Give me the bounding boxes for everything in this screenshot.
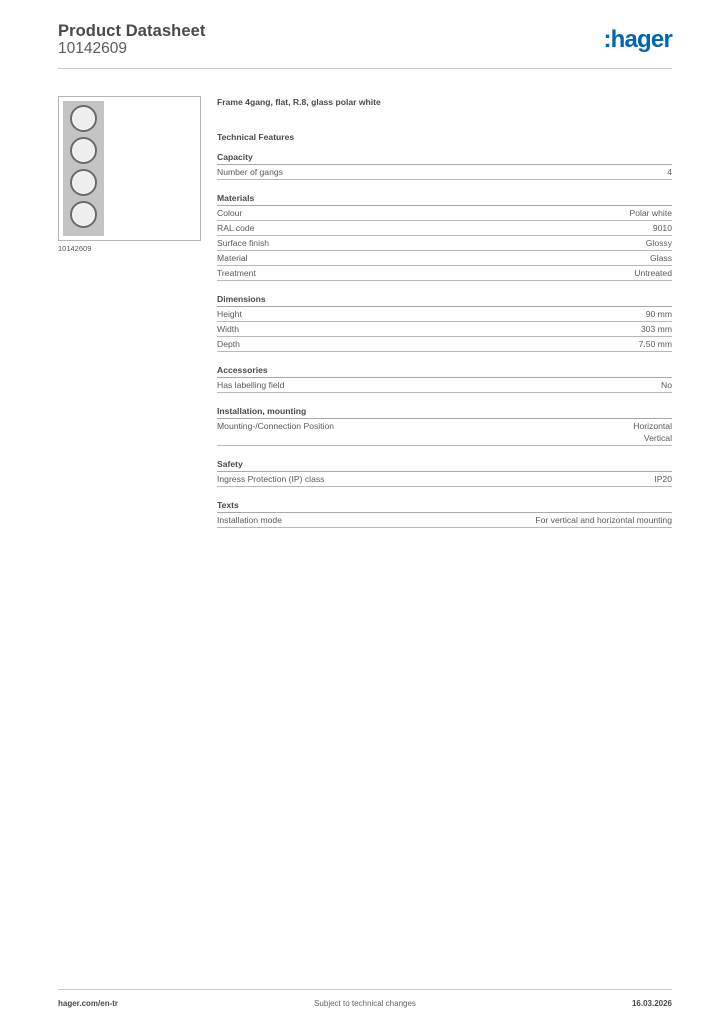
feature-label: Height [217, 309, 242, 319]
feature-value-line: Vertical [643, 433, 672, 443]
section-dimensions [217, 293, 672, 352]
feature-row [217, 266, 672, 281]
image-caption: 10142609 [58, 244, 92, 253]
frame-opening-1 [70, 105, 97, 132]
feature-row [217, 472, 672, 487]
feature-value [654, 473, 672, 485]
feature-row [217, 378, 672, 393]
feature-value [667, 166, 672, 178]
feature-row [217, 419, 672, 446]
feature-row [217, 236, 672, 251]
page-footer [58, 989, 672, 1013]
frame-opening-3 [70, 169, 97, 196]
feature-value-line: For vertical and horizontal mounting [535, 515, 672, 525]
section-safety [217, 458, 672, 487]
technical-features-title: Technical Features [217, 132, 295, 142]
feature-label: Installation mode [217, 515, 282, 525]
section-title: Texts [217, 499, 672, 513]
frame-plate [63, 101, 104, 236]
feature-value-line: 303 mm [640, 324, 672, 334]
feature-value-line: 7.50 mm [638, 339, 672, 349]
feature-row [217, 251, 672, 266]
footer-date: 16.03.2026 [631, 999, 672, 1008]
feature-label: Colour [217, 208, 243, 218]
section-texts [217, 499, 672, 528]
footer-website-link[interactable]: hager.com/en-tr [58, 999, 119, 1008]
feature-value [634, 267, 672, 279]
section-materials [217, 192, 672, 281]
frame-opening-2 [70, 137, 97, 164]
frame-opening-4 [70, 201, 97, 228]
feature-value [639, 338, 672, 350]
feature-label: Number of gangs [217, 167, 283, 177]
feature-value-line: 9010 [652, 223, 672, 233]
product-image [58, 96, 201, 241]
feature-value-line: Untreated [634, 268, 672, 278]
feature-value-line: No [661, 380, 672, 390]
section-accessories [217, 364, 672, 393]
document-number: 10142609 [58, 40, 127, 57]
feature-value [641, 323, 672, 335]
feature-row [217, 322, 672, 337]
section-title: Materials [217, 192, 672, 206]
footer-notice: Subject to technical changes [314, 999, 416, 1008]
feature-value [646, 308, 672, 320]
section-title: Accessories [217, 364, 672, 378]
logo-text: :hager [603, 26, 672, 53]
feature-label: RAL code [217, 223, 255, 233]
feature-row [217, 513, 672, 528]
document-title: Product Datasheet [58, 22, 206, 40]
datasheet-content [217, 96, 672, 540]
feature-value [661, 379, 672, 391]
feature-sections [217, 151, 672, 528]
feature-label: Ingress Protection (IP) class [217, 474, 325, 484]
feature-value-line: 4 [667, 167, 672, 177]
feature-label: Material [217, 253, 248, 263]
section-title: Dimensions [217, 293, 672, 307]
section-capacity [217, 151, 672, 180]
feature-row [217, 307, 672, 322]
feature-label: Treatment [217, 268, 256, 278]
feature-value [633, 420, 672, 444]
feature-value-line: Glass [650, 253, 672, 263]
section-installation-mounting [217, 405, 672, 446]
feature-row [217, 337, 672, 352]
feature-value-line: IP20 [654, 474, 672, 484]
feature-label: Mounting-/Connection Position [217, 421, 335, 431]
hager-logo [603, 28, 672, 52]
feature-value [535, 514, 672, 526]
feature-row [217, 165, 672, 180]
feature-value [653, 222, 672, 234]
feature-label: Width [217, 324, 239, 334]
feature-label: Has labelling field [217, 380, 285, 390]
feature-value [646, 237, 672, 249]
feature-value-line: 90 mm [645, 309, 672, 319]
feature-label: Surface finish [217, 238, 270, 248]
feature-value-line: Polar white [629, 208, 672, 218]
feature-value-line: Glossy [645, 238, 672, 248]
page-header [58, 20, 672, 69]
feature-value [629, 207, 672, 219]
feature-value-line: Horizontal [633, 421, 672, 431]
product-name: Frame 4gang, flat, R.8, glass polar white [217, 97, 381, 107]
feature-label: Depth [217, 339, 240, 349]
section-title: Installation, mounting [217, 405, 672, 419]
feature-value [650, 252, 672, 264]
section-title: Capacity [217, 151, 672, 165]
section-title: Safety [217, 458, 672, 472]
feature-row [217, 221, 672, 236]
feature-row [217, 206, 672, 221]
